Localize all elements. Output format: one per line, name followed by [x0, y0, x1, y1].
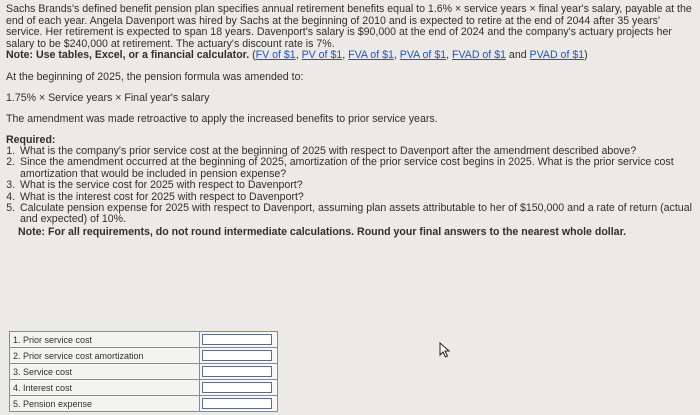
required-list — [6, 146, 694, 226]
amortization-input[interactable] — [202, 350, 272, 361]
answer-cell — [200, 332, 278, 348]
answer-cell — [200, 348, 278, 364]
required-item-2: 2. Since the amendment occurred at the beginning of 2025, amortization of the prior service cost begins in 2025. What is the prior service cost amortization that would be included in pension expense? — [18, 157, 694, 180]
problem-intro: Sachs Brands's defined benefit pension plan specifies annual retirement benefits equal to 1.6% × service years × final year's salary, payable at the end of each year. Angela Davenport was hired by Sachs at the beginning of 2010 and is expected to retire at the end of 2044 after 35 years' service. Her retirement is expected to span 18 years. Davenport's salary is $90,000 at the end of 2024 and the company's actuary projects her salary to be $240,000 at retirement. The actuary's discount rate is 7%. Note: Use tables, Excel, or a financial calculator. (FV of $1, PV of $1, FVA of $1, PVA of $1, FVAD of $1 and PVAD of $1) — [6, 3, 692, 62]
required-item-3: 3. What is the service cost for 2025 with respect to Davenport? — [18, 180, 694, 191]
note-label: Note: Use tables, Excel, or a financial calculator. — [6, 49, 250, 62]
required-item-1: 1. What is the company's prior service cost at the beginning of 2025 with respect to Davenport after the amendment described above? — [18, 146, 694, 157]
link-pva[interactable]: PVA of $1 — [399, 49, 447, 62]
amend-intro: At the beginning of 2025, the pension formula was amended to: — [6, 70, 304, 83]
service-cost-input[interactable] — [202, 366, 272, 377]
answer-label: 4. Interest cost — [10, 380, 200, 396]
link-fvad[interactable]: FVAD of $1 — [452, 49, 506, 62]
answer-row — [10, 380, 278, 396]
answer-row — [10, 396, 278, 412]
retroactive-text: The amendment was made retroactive to apply the increased benefits to prior service years. — [6, 112, 438, 125]
final-note: Note: For all requirements, do not round intermediate calculations. Round your final answers to the nearest whole dollar. — [18, 225, 627, 238]
answer-label: 2. Prior service cost amortization — [10, 348, 200, 364]
answer-cell — [200, 364, 278, 380]
link-fv[interactable]: FV of $1 — [255, 49, 296, 62]
mouse-pointer-icon — [439, 342, 451, 358]
interest-cost-input[interactable] — [202, 382, 272, 393]
link-pv[interactable]: PV of $1 — [301, 49, 343, 62]
pension-expense-input[interactable] — [202, 398, 272, 409]
answer-table — [9, 331, 278, 412]
link-pvad[interactable]: PVAD of $1 — [529, 49, 585, 62]
problem-content — [6, 4, 694, 238]
required-item-5: 5. Calculate pension expense for 2025 with respect to Davenport, assuming plan assets attributable to her of $150,000 and a rate of return (actual and expected) of 10%. — [18, 203, 694, 226]
intro-text: Sachs Brands's defined benefit pension plan specifies annual retirement benefits equal to 1.6% × service years × final year's salary, payable at the end of each year. Angela Davenport was hired by Sachs at the beginning of 2010 and is expected to retire at the end of 2044 after 35 years' service. Her retirement is expected to span 18 years. Davenport's salary is $90,000 at the end of 2024 and the company's actuary projects her salary to be $240,000 at retirement. The actuary's discount rate is 7%. — [6, 3, 692, 50]
amended-formula: 1.75% × Service years × Final year's salary — [6, 91, 210, 104]
answer-label: 5. Pension expense — [10, 396, 200, 412]
answer-row — [10, 348, 278, 364]
answer-label: 1. Prior service cost — [10, 332, 200, 348]
link-fva[interactable]: FVA of $1 — [348, 49, 394, 62]
links-open: ( — [252, 49, 256, 62]
answer-label: 3. Service cost — [10, 364, 200, 380]
prior-service-cost-input[interactable] — [202, 334, 272, 345]
answer-row — [10, 332, 278, 348]
answer-cell — [200, 396, 278, 412]
answer-cell — [200, 380, 278, 396]
required-title: Required: — [6, 133, 56, 146]
required-item-4: 4. What is the interest cost for 2025 with respect to Davenport? — [18, 192, 694, 203]
answer-row — [10, 364, 278, 380]
